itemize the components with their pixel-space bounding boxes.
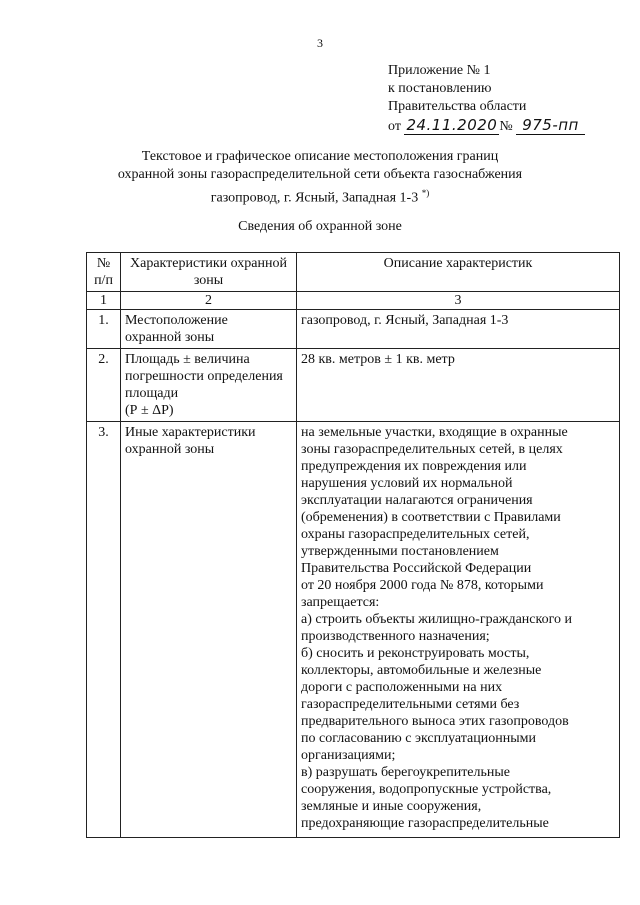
row-3-desc-line: утвержденными постановлением bbox=[301, 544, 499, 559]
page-number: 3 bbox=[317, 36, 323, 50]
title-line-2: охранной зоны газораспределительной сети объекта газоснабжения bbox=[117, 167, 523, 182]
protection-zone-table bbox=[86, 252, 620, 838]
table-header-row bbox=[87, 253, 620, 292]
row-3-desc-line: от 20 ноября 2000 года № 878, которыми bbox=[301, 578, 544, 593]
row-3-desc-line: предупреждения их повреждения или bbox=[301, 459, 527, 474]
row-1-char-line-1: Местоположение bbox=[125, 313, 228, 328]
index-cell-1: 1 bbox=[87, 292, 121, 310]
table-index-row bbox=[87, 292, 620, 310]
row-2-char-line-1: Площадь ± величина bbox=[125, 352, 250, 367]
row-2-description bbox=[297, 349, 620, 422]
appendix-line-1: Приложение № 1 bbox=[388, 63, 491, 78]
row-3-char-line-2: охранной зоны bbox=[125, 442, 215, 457]
title-line-3-text: газопровод, г. Ясный, Западная 1-3 bbox=[210, 190, 419, 206]
row-1-char-line-2: охранной зоны bbox=[125, 330, 215, 345]
row-2-characteristic bbox=[121, 349, 297, 422]
footnote-mark: *) bbox=[421, 188, 430, 198]
header-num-line-1: № bbox=[96, 256, 111, 271]
row-3-desc-line: в) разрушать берегоукрепительные bbox=[301, 765, 511, 780]
row-3-desc-line: охраны газораспределительных сетей, bbox=[301, 527, 530, 542]
table-row bbox=[87, 422, 620, 838]
row-3-desc-line: земляные и иные сооружения, bbox=[301, 799, 482, 814]
header-num-line-2: п/п bbox=[94, 273, 113, 288]
row-3-desc-line: производственного назначения; bbox=[301, 629, 490, 644]
row-2-char-line-3: площади bbox=[125, 386, 179, 401]
number-prefix: № bbox=[499, 119, 513, 134]
section-title: Сведения об охранной зоне bbox=[238, 219, 402, 234]
row-3-num: 3. bbox=[87, 422, 121, 838]
appendix-block bbox=[388, 62, 585, 136]
row-3-desc-line: зоны газораспределительных сетей, в целях bbox=[301, 442, 563, 457]
row-3-char-line-1: Иные характеристики bbox=[125, 425, 256, 440]
appendix-line-2: к постановлению bbox=[388, 81, 492, 96]
row-3-desc-line: на земельные участки, входящие в охранные bbox=[301, 425, 568, 440]
row-2-char-line-4: (Р ± ΔР) bbox=[125, 403, 174, 418]
row-3-desc-line: сооружения, водопропускные устройства, bbox=[301, 782, 552, 797]
row-3-desc-line: Правительства Российской Федерации bbox=[301, 561, 532, 576]
header-description: Описание характеристик bbox=[297, 253, 620, 292]
row-3-desc-line: предварительного выноса этих газопроводов bbox=[301, 714, 569, 729]
row-3-desc-line: предохраняющие газораспределительные bbox=[301, 816, 549, 831]
date-prefix: от bbox=[388, 119, 401, 134]
row-3-desc-line: организациями; bbox=[301, 748, 396, 763]
table-row bbox=[87, 310, 620, 349]
row-3-desc-line: газораспределительными сетями без bbox=[301, 697, 520, 712]
table-row bbox=[87, 349, 620, 422]
appendix-date-line bbox=[388, 116, 585, 136]
row-3-description-text bbox=[301, 424, 615, 835]
row-1-num: 1. bbox=[87, 310, 121, 349]
row-3-desc-line: по согласованию с эксплуатационными bbox=[301, 731, 536, 746]
header-characteristic-line-2: зоны bbox=[193, 273, 224, 288]
row-3-desc-line: б) сносить и реконструировать мосты, bbox=[301, 646, 530, 661]
title-line-1: Текстовое и графическое описание местоположения границ bbox=[141, 149, 499, 164]
handwritten-date: 24.11.2020 bbox=[406, 116, 498, 134]
row-3-desc-line: коллекторы, автомобильные и железные bbox=[301, 663, 542, 678]
header-num bbox=[87, 253, 121, 292]
row-2-desc-line-1: 28 кв. метров ± 1 кв. метр bbox=[301, 352, 455, 367]
row-3-desc-line: нарушения условий их нормальной bbox=[301, 476, 513, 491]
index-cell-2: 2 bbox=[121, 292, 297, 310]
header-characteristic bbox=[121, 253, 297, 292]
appendix-line-3: Правительства области bbox=[388, 99, 527, 114]
row-1-desc-line-1: газопровод, г. Ясный, Западная 1-3 bbox=[301, 313, 509, 328]
title-line-3 bbox=[40, 184, 600, 208]
row-3-characteristic bbox=[121, 422, 297, 838]
row-3-desc-line: эксплуатации налагаются ограничения bbox=[301, 493, 533, 508]
row-1-description bbox=[297, 310, 620, 349]
row-3-desc-line: дороги с расположенными на них bbox=[301, 680, 503, 695]
handwritten-number: 975-пп bbox=[516, 116, 585, 135]
row-2-char-line-2: погрешности определения bbox=[125, 369, 283, 384]
row-3-description bbox=[297, 422, 620, 838]
document-title bbox=[40, 148, 600, 208]
row-1-characteristic bbox=[121, 310, 297, 349]
row-3-desc-line: а) строить объекты жилищно-гражданского и bbox=[301, 612, 572, 627]
row-3-desc-line: (обременения) в соответствии с Правилами bbox=[301, 510, 561, 525]
header-characteristic-line-1: Характеристики охранной bbox=[130, 256, 287, 271]
row-2-num: 2. bbox=[87, 349, 121, 422]
row-3-desc-line: запрещается: bbox=[301, 595, 380, 610]
index-cell-3: 3 bbox=[297, 292, 620, 310]
